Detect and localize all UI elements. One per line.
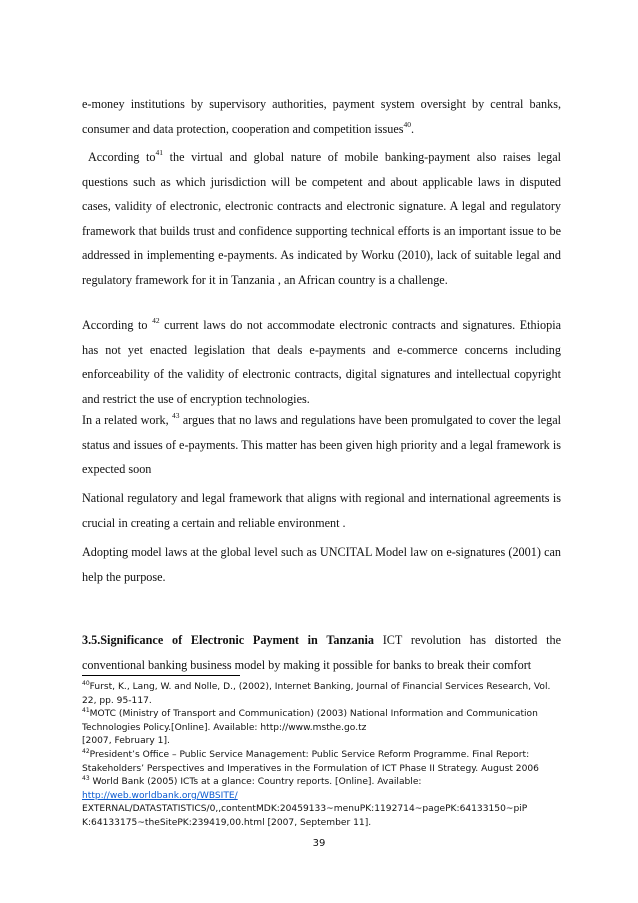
- footnote-ref-41: 41: [155, 148, 164, 157]
- footnote-separator: [82, 675, 240, 676]
- paragraph-4-text: argues that no laws and regulations have been promulgated to cover the legal status and issues of e-payments. This matter has been given high priority and a legal framework is expected soon: [82, 413, 562, 477]
- footnote-40-number: 40: [82, 680, 90, 687]
- footnote-41: [82, 708, 562, 735]
- footnote-40: [82, 681, 562, 708]
- footnote-41-date: [2007, February 1].: [82, 736, 170, 747]
- footnote-ref-40: 40: [403, 119, 412, 129]
- page-number: 39: [312, 838, 326, 849]
- footnote-ref-43: 43: [171, 411, 180, 420]
- paragraph-4: [82, 408, 561, 482]
- paragraph-7-text: ICT revolution has distorted the conventional banking business model by making it possible for banks to break their comfort: [82, 633, 561, 672]
- footnotes: [82, 681, 562, 831]
- footnote-43-number: 43: [82, 775, 90, 783]
- footnote-43-link-line: [82, 790, 562, 804]
- paragraph-1-end: .: [411, 121, 415, 136]
- footnote-43-url-part-1: EXTERNAL/DATASTATISTICS/0,,contentMDK:20459133~menuPK:1192714~pagePK:64133150~piP: [82, 804, 528, 815]
- footnote-42: [82, 749, 562, 776]
- paragraph-2: [82, 145, 561, 293]
- footnote-43-text: World Bank (2005) ICTs at a glance: Country reports. [Online]. Available:: [89, 777, 422, 788]
- footnote-42-number: 42: [82, 747, 90, 755]
- paragraph-3: [82, 313, 561, 411]
- paragraph-4-start: In a related work,: [82, 413, 172, 427]
- footnote-43: [82, 776, 562, 790]
- worldbank-link[interactable]: http://web.worldbank.org/WBSITE/: [82, 790, 238, 801]
- footnote-ref-42: 42: [152, 316, 160, 325]
- footnote-42-text: President’s Office – Public Service Management: Public Service Reform Programme. Final Report: Stakeholders’ Perspectives and Imperatives in the Formulation of ICT Phase II Strategy. August 2006: [82, 749, 539, 774]
- paragraph-6: Adopting model laws at the global level such as UNCITAL Model law on e-signatures (2001) can help the purpose.: [82, 545, 561, 584]
- paragraph-2-start: According to: [88, 150, 156, 164]
- footnote-41-number: 41: [82, 707, 90, 715]
- paragraph-1: [82, 92, 561, 141]
- footnote-41-text: MOTC (Ministry of Transport and Communication) (2003) National Information and Communication Technologies Policy.[Online]. Available: http://www.msthe.go.tz: [82, 709, 538, 733]
- paragraph-3-text: current laws do not accommodate electronic contracts and signatures. Ethiopia has not yet enacted legislation that deals e-payments and e-commerce concerns including enforceability of the validity of electronic contracts, digital signatures and intellectual copyright and restrict the use of encryption technologies.: [82, 318, 562, 406]
- paragraph-3-start: According to: [82, 318, 153, 332]
- paragraph-1-text: e-money institutions by supervisory authorities, payment system oversight by central banks, consumer and data protection, cooperation and competition issues: [82, 97, 561, 136]
- footnote-40-text: Furst, K., Lang, W. and Nolle, D., (2002), Internet Banking, Journal of Financial Services Research, Vol. 22, pp. 95-117.: [82, 682, 551, 706]
- section-heading: 3.5.Significance of Electronic Payment in Tanzania: [82, 633, 374, 647]
- paragraph-5: National regulatory and legal framework that aligns with regional and international agreements is crucial in creating a certain and reliable environment .: [82, 491, 561, 530]
- footnote-43-url-part-2: K:64133175~theSitePK:239419,00.html [2007, September 11].: [82, 817, 372, 828]
- paragraph-2-text: the virtual and global nature of mobile banking-payment also raises legal questions such as which jurisdiction will be competent and about applicable laws in disputed cases, validity of electronic, electronic contracts and electronic signature. A legal and regulatory framework that builds trust and confidence supporting technical efforts is an important issue to be addressed in implementing e-payments. As indicated by Worku (2010), lack of suitable legal and regulatory framework for it in Tanzania , an African country is a challenge.: [82, 150, 562, 287]
- paragraph-7: [82, 628, 561, 677]
